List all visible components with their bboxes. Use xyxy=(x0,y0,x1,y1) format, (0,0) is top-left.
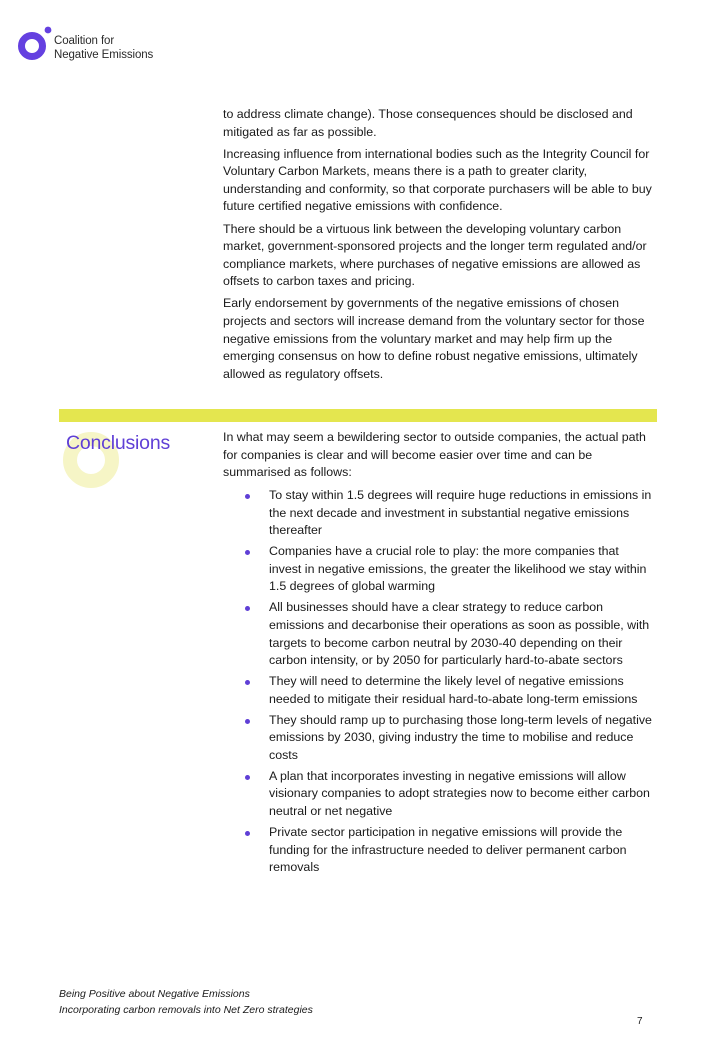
conclusions-lead: In what may seem a bewildering sector to outside companies, the actual path for companies is clear and will become easier over time and can be summarised as follows: xyxy=(223,430,646,480)
list-item-text: They should ramp up to purchasing those long-term levels of negative emissions by 2030, giving industry the time to mobilise and reduce costs xyxy=(269,712,652,762)
list-item-text: They will need to determine the likely level of negative emissions needed to mitigate their residual hard-to-abate long-term emissions xyxy=(269,674,638,706)
bullet-dot-icon xyxy=(245,775,250,780)
page-number: 7 xyxy=(637,1016,643,1027)
list-item xyxy=(243,768,653,821)
bullet-dot-icon xyxy=(245,606,250,611)
intro-text xyxy=(223,106,653,388)
section-divider-band xyxy=(59,409,657,422)
list-item xyxy=(243,543,653,596)
section-heading-conclusions: Conclusions xyxy=(66,432,171,454)
footer-document-subtitle: Incorporating carbon removals into Net Zero strategies xyxy=(59,1003,313,1016)
footer xyxy=(59,987,313,1018)
bullet-dot-icon xyxy=(245,680,250,685)
list-item xyxy=(243,673,653,708)
intro-paragraph: There should be a virtuous link between the developing voluntary carbon market, government-sponsored projects and the longer term regulated and/or compliance markets, where purchases of negative emissions are allowed as offsets to carbon taxes and pricing. xyxy=(223,221,647,289)
list-item-text: All businesses should have a clear strategy to reduce carbon emissions and decarbonise their operations as soon as possible, with targets to become carbon neutral by 2030-40 depending on their carbon intensity, or by 2050 for particularly hard-to-abate sectors xyxy=(269,600,650,668)
conclusions-bullet-list xyxy=(243,487,653,880)
list-item-text: Private sector participation in negative emissions will provide the funding for the infrastructure needed to deliver permanent carbon removals xyxy=(269,825,627,875)
intro-paragraph: Increasing influence from international bodies such as the Integrity Council for Voluntary Carbon Markets, means there is a path to greater clarity, understanding and conformity, so that corporate purchasers will be able to buy future certified negative emissions with confidence. xyxy=(223,146,652,214)
intro-paragraph: to address climate change). Those consequences should be disclosed and mitigated as far as possible. xyxy=(223,107,633,139)
bullet-dot-icon xyxy=(245,719,250,724)
bullet-dot-icon xyxy=(245,831,250,836)
list-item-text: A plan that incorporates investing in negative emissions will allow visionary companies to adopt strategies now to become either carbon neutral or net negative xyxy=(269,768,650,819)
logo xyxy=(16,24,166,68)
logo-line-1: Coalition for xyxy=(54,35,115,47)
footer-document-title: Being Positive about Negative Emissions xyxy=(59,988,250,1000)
bullet-dot-icon xyxy=(245,494,250,499)
list-item xyxy=(243,599,653,669)
list-item xyxy=(243,824,653,877)
list-item-text: To stay within 1.5 degrees will require huge reductions in emissions in the next decade and investment in substantial negative emissions thereafter xyxy=(269,488,652,538)
list-item xyxy=(243,712,653,765)
logo-line-2: Negative Emissions xyxy=(54,49,154,61)
logo-text xyxy=(54,34,153,62)
ring-logo-icon xyxy=(16,24,58,68)
list-item-text: Companies have a crucial role to play: the more companies that invest in negative emissions, the greater the likelihood we stay within 1.5 degrees of global warming xyxy=(269,544,647,594)
bullet-dot-icon xyxy=(245,550,250,555)
list-item xyxy=(243,487,653,540)
intro-paragraph: Early endorsement by governments of the negative emissions of chosen projects and sectors will increase demand from the voluntary sector for those negative emissions from the voluntary market and may help firm up the emerging consensus on how to define robust negative emissions, ultimately allowed as regulatory offsets. xyxy=(223,296,645,381)
